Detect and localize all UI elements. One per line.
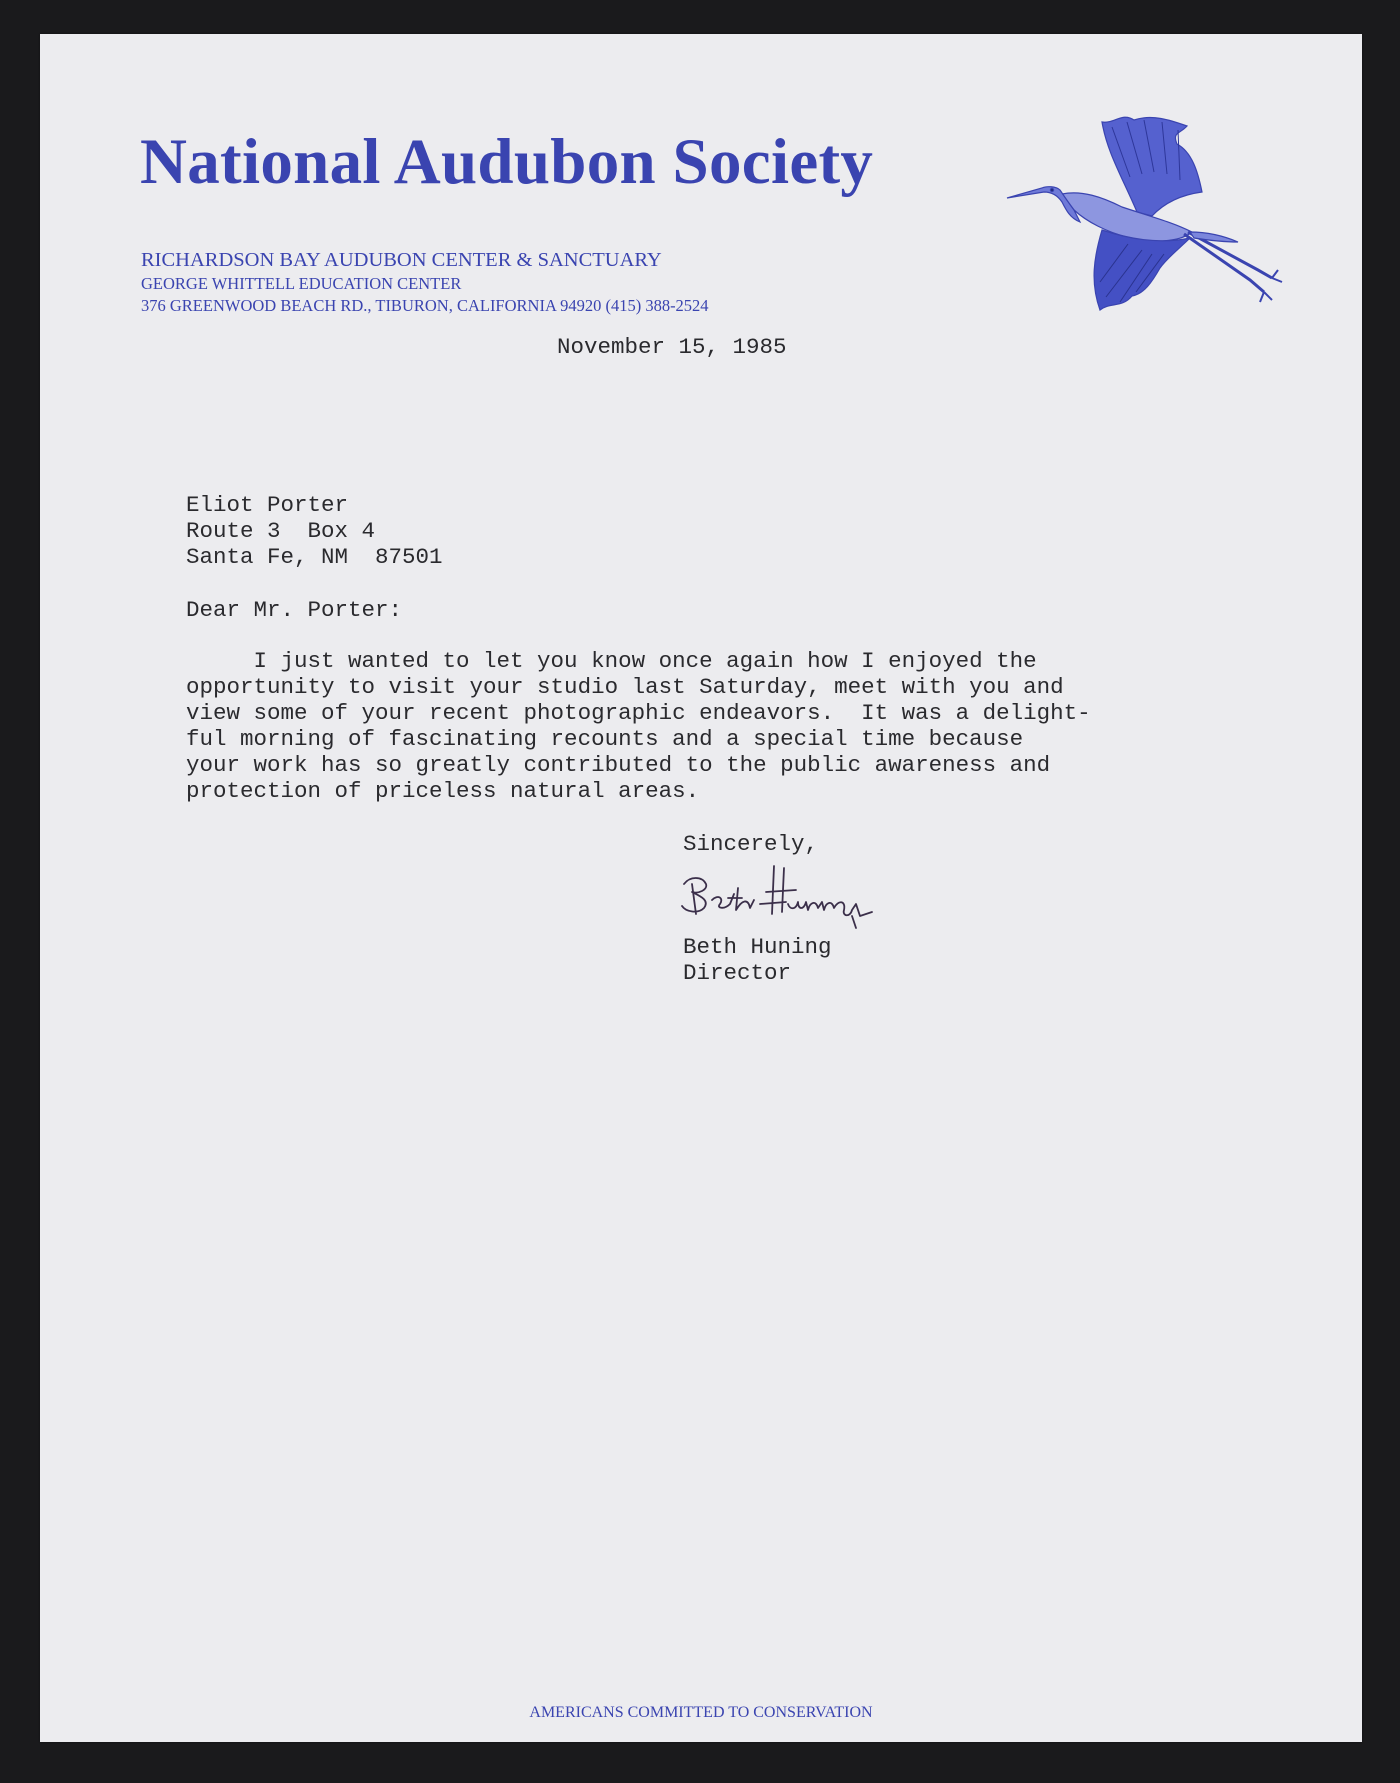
- letter-date: November 15, 1985: [557, 334, 787, 360]
- signer-name: Beth Huning: [683, 934, 832, 960]
- recipient-city-line: Santa Fe, NM 87501: [186, 544, 443, 570]
- body-line: view some of your recent photographic endeavors. It was a delight-: [186, 700, 1091, 726]
- recipient-name: Eliot Porter: [186, 492, 349, 518]
- signer-block: [683, 934, 832, 986]
- letter-page: [40, 34, 1362, 1742]
- body-line: opportunity to visit your studio last Saturday, meet with you and: [186, 674, 1064, 700]
- letter-body: [186, 648, 1091, 804]
- recipient-address: [186, 492, 443, 570]
- letterhead-address: 376 GREENWOOD BEACH RD., TIBURON, CALIFORNIA 94920 (415) 388-2524: [141, 296, 709, 315]
- organization-name: National Audubon Society: [140, 126, 874, 198]
- heron-icon: [1002, 82, 1302, 342]
- center-name: RICHARDSON BAY AUDUBON CENTER & SANCTUARY: [141, 249, 662, 271]
- footer-slogan: AMERICANS COMMITTED TO CONSERVATION: [529, 1704, 873, 1721]
- education-center-name: GEORGE WHITTELL EDUCATION CENTER: [141, 274, 462, 293]
- signer-title: Director: [683, 960, 792, 986]
- body-line: ful morning of fascinating recounts and a special time because: [186, 726, 1024, 752]
- handwritten-signature: [676, 854, 916, 934]
- salutation: Dear Mr. Porter:: [186, 597, 403, 623]
- body-line: protection of priceless natural areas.: [186, 778, 700, 804]
- body-line: your work has so greatly contributed to the public awareness and: [186, 752, 1051, 778]
- recipient-street: Route 3 Box 4: [186, 518, 376, 544]
- body-line: I just wanted to let you know once again how I enjoyed the: [186, 648, 1037, 674]
- closing: Sincerely,: [683, 831, 819, 857]
